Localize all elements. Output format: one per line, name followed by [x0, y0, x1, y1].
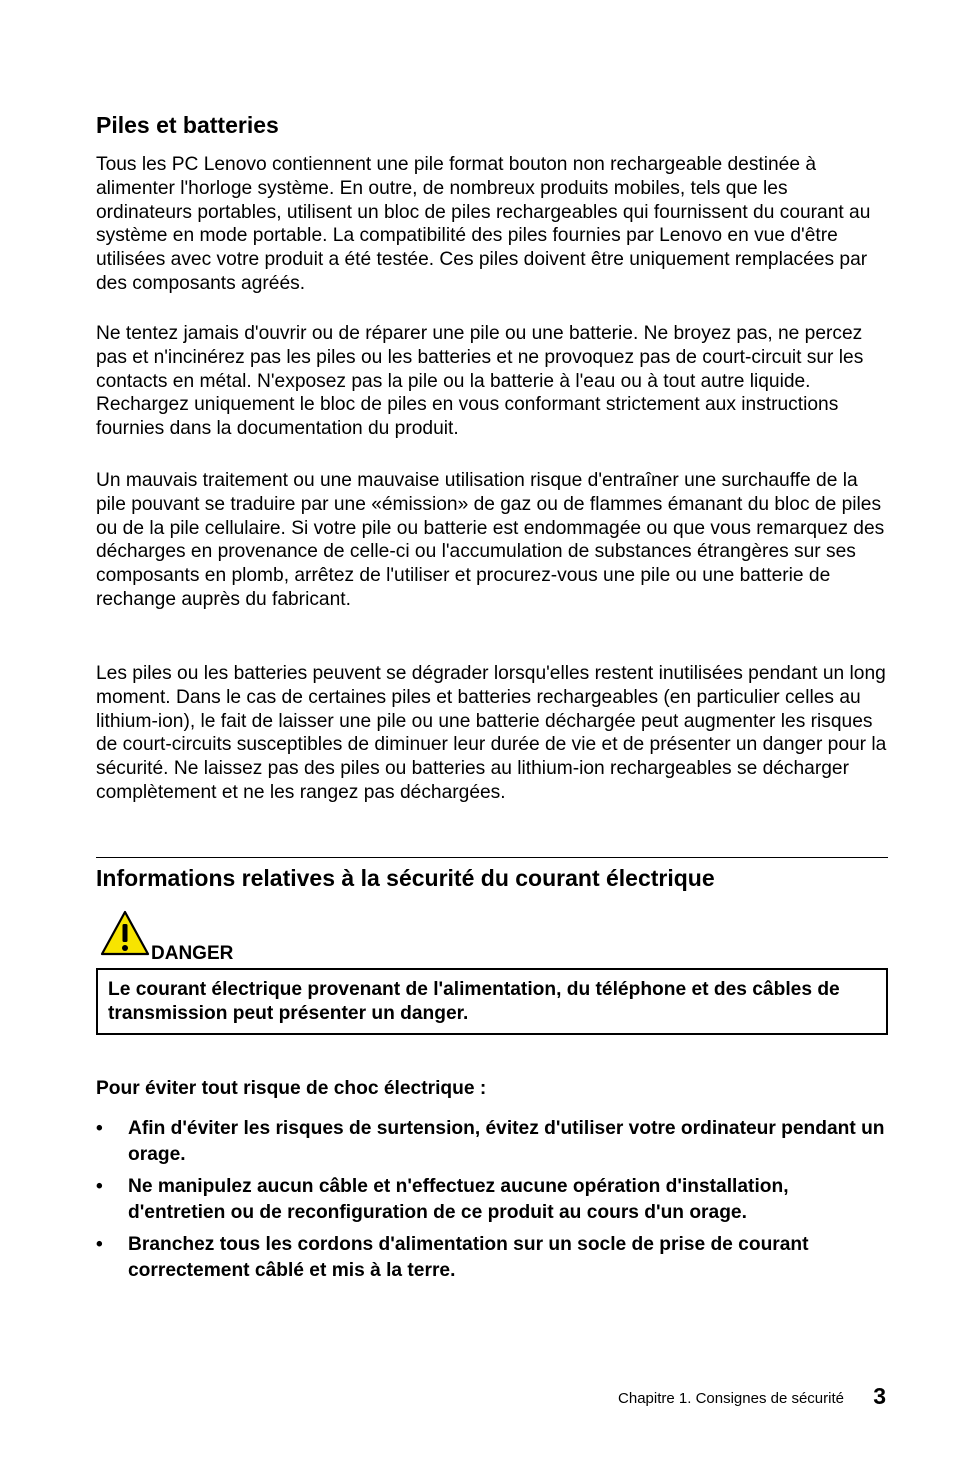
- warning-triangle-icon: [100, 910, 150, 956]
- list-item-text: Branchez tous les cordons d'alimentation sur un socle de prise de courant correctement câblé et mis à la terre.: [128, 1234, 809, 1281]
- section-divider: [96, 857, 888, 858]
- paragraph-batteries-2: Ne tentez jamais d'ouvrir ou de réparer une pile ou une batterie. Ne broyez pas, ne percez pas et n'incinérez pas les piles ou les batteries et ne provoquez pas de court-circuit sur les contacts en métal. N'exposez pas la pile ou la batterie à l'eau ou à tout autre liquide. Rechargez uniquement le bloc de piles en vous conformant strictement aux instructions fournies dans la documentation du produit.: [96, 323, 864, 440]
- paragraph-batteries-1: Tous les PC Lenovo contiennent une pile format bouton non rechargeable destinée à alimenter l'horloge système. En outre, de nombreux produits mobiles, tels que les ordinateurs portables, utilisent un bloc de piles rechargeables qui fournissent du courant au système en mode portable. La compatibilité des piles fournies par Lenovo en vue d'être utilisées avec votre produit a été testée. Ces piles doivent être uniquement remplacées par des composants agréés.: [96, 154, 871, 294]
- list-item-text: Ne manipulez aucun câble et n'effectuez aucune opération d'installation, d'entretien ou de reconfiguration de ce produit au cours d'un orage.: [128, 1176, 789, 1223]
- footer-chapter-text: Chapitre 1. Consignes de sécurité: [618, 1390, 844, 1407]
- danger-notice-box: Le courant électrique provenant de l'alimentation, du téléphone et des câbles de transmission peut présenter un danger.: [96, 968, 888, 1035]
- bullet-icon: •: [96, 1234, 103, 1255]
- page-footer: [96, 1380, 888, 1410]
- list-item: [96, 1174, 888, 1226]
- section-title-batteries: Piles et batteries: [96, 112, 279, 138]
- bullet-icon: •: [96, 1118, 103, 1139]
- electric-shock-intro: Pour éviter tout risque de choc électrique :: [96, 1078, 487, 1099]
- page-number: 3: [873, 1383, 886, 1409]
- danger-label: DANGER: [151, 943, 234, 964]
- danger-header: [96, 910, 888, 966]
- list-item: [96, 1232, 888, 1284]
- bullet-icon: •: [96, 1176, 103, 1197]
- paragraph-batteries-4: Les piles ou les batteries peuvent se dégrader lorsqu'elles restent inutilisées pendant un long moment. Dans le cas de certaines piles et batteries rechargeables (en particulier celles au lithium-ion), le fait de laisser une pile ou une batterie déchargée peut augmenter les risques de court-circuits susceptibles de diminuer leur durée de vie et de présenter un danger pour la sécurité. Ne laissez pas des piles ou batteries au lithium-ion rechargeables se décharger complètement et ne les rangez pas déchargées.: [96, 663, 887, 803]
- list-item: [96, 1116, 888, 1168]
- safety-bullet-list: [96, 1116, 888, 1290]
- paragraph-batteries-3: Un mauvais traitement ou une mauvaise utilisation risque d'entraîner une surchauffe de la pile pouvant se traduire par une «émission» de gaz ou de flammes émanant du bloc de piles ou de la pile cellulaire. Si votre pile ou batterie est endommagée ou que vous remarquez des décharges en provenance de celle-ci ou l'accumulation de substances étrangères sur ses composants en plomb, arrêtez de l'utiliser et procurez-vous une pile ou une batterie de rechange auprès du fabricant.: [96, 470, 885, 610]
- section-title-electrical-safety: Informations relatives à la sécurité du courant électrique: [96, 865, 715, 891]
- list-item-text: Afin d'éviter les risques de surtension, évitez d'utiliser votre ordinateur pendant un orage.: [128, 1118, 885, 1165]
